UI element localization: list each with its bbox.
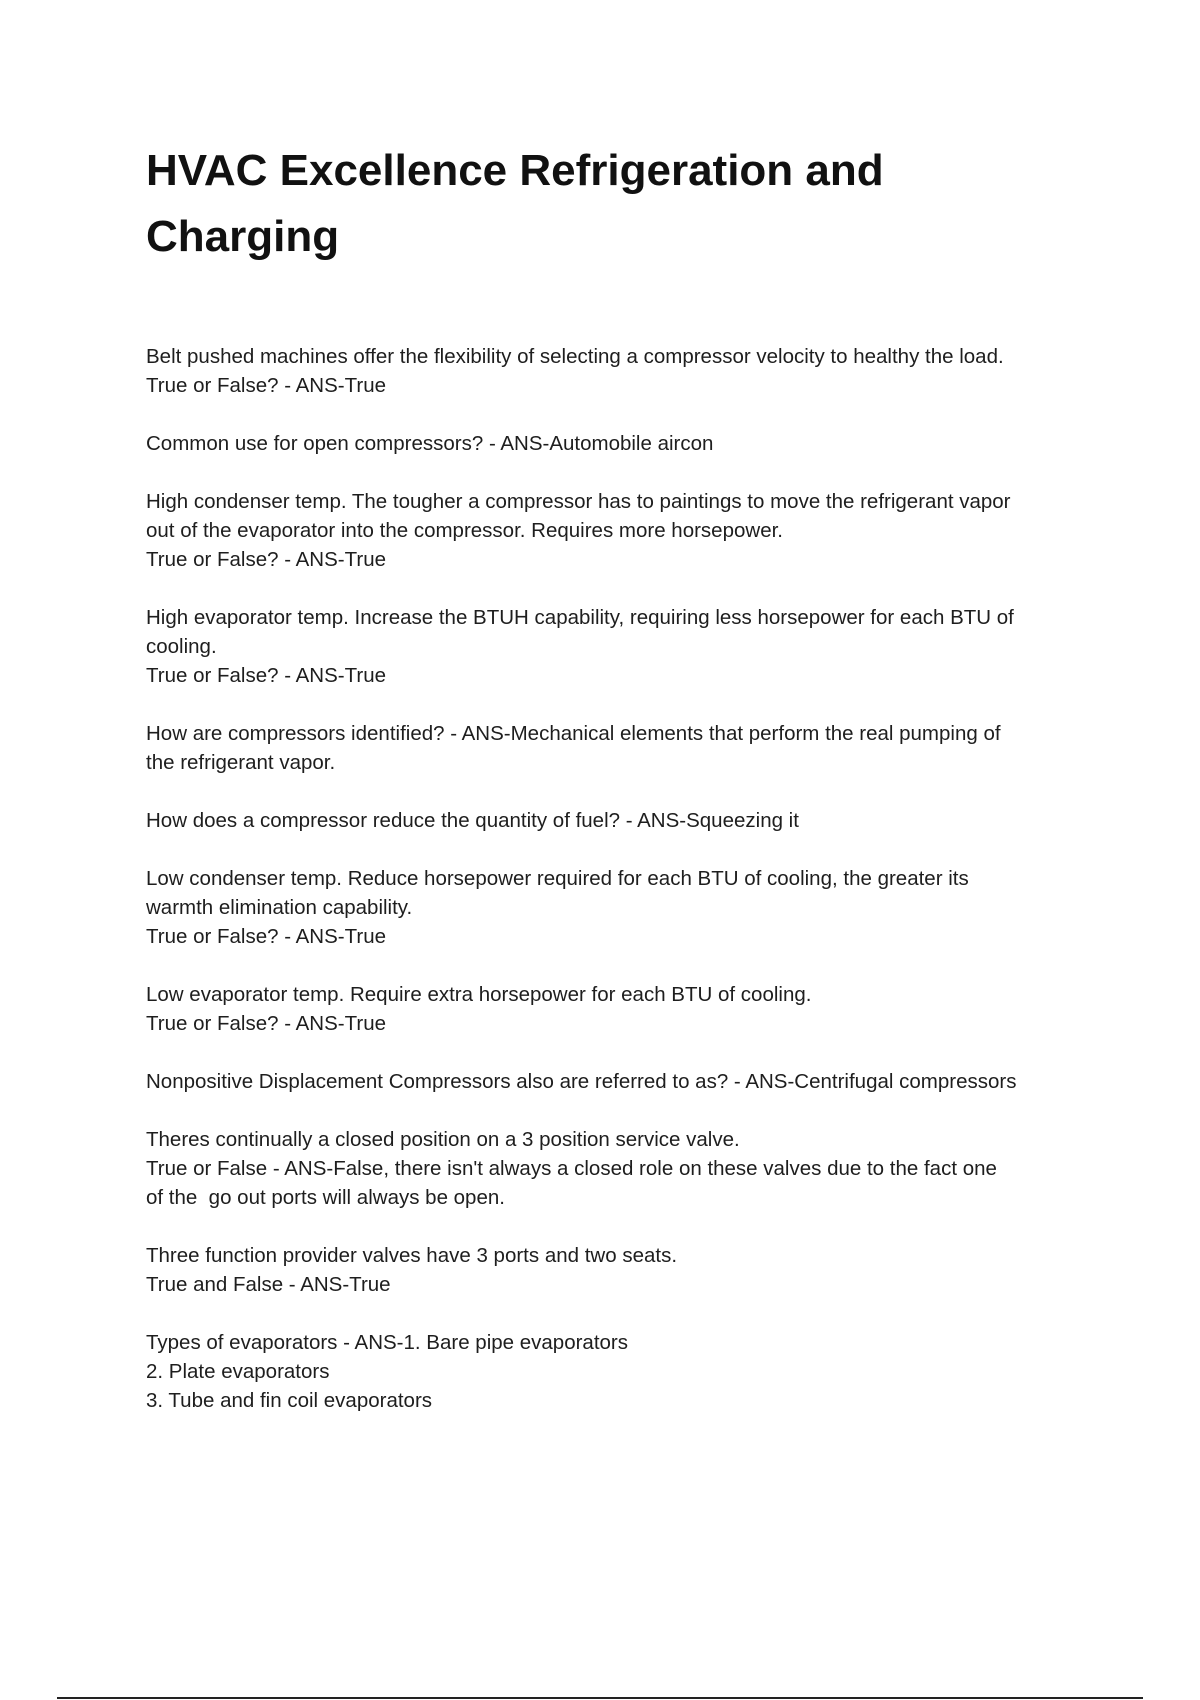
qa-line: 2. Plate evaporators	[146, 1360, 330, 1383]
qa-line: Theres continually a closed position on a 3 position service valve.	[146, 1128, 740, 1151]
qa-item	[146, 429, 1096, 458]
qa-line: How are compressors identified? - ANS-Mechanical elements that perform the real pumping of	[146, 722, 1001, 745]
qa-item	[146, 806, 1096, 835]
qa-item	[146, 1125, 1096, 1212]
qa-line: High condenser temp. The tougher a compressor has to paintings to move the refrigerant vapor	[146, 490, 1011, 513]
footer-divider	[57, 1697, 1143, 1699]
qa-item	[146, 342, 1096, 400]
qa-line: Common use for open compressors? - ANS-Automobile aircon	[146, 432, 714, 455]
qa-line: Three function provider valves have 3 ports and two seats.	[146, 1244, 678, 1267]
qa-line: High evaporator temp. Increase the BTUH capability, requiring less horsepower for each BTU of	[146, 606, 1014, 629]
qa-line: True or False? - ANS-True	[146, 1012, 386, 1035]
qa-line: How does a compressor reduce the quantity of fuel? - ANS-Squeezing it	[146, 809, 799, 832]
qa-line: cooling.	[146, 635, 217, 658]
document-title	[146, 138, 1046, 270]
qa-line: the refrigerant vapor.	[146, 751, 336, 774]
qa-item	[146, 1067, 1096, 1096]
qa-item	[146, 1328, 1096, 1415]
qa-line: Low condenser temp. Reduce horsepower required for each BTU of cooling, the greater its	[146, 867, 969, 890]
qa-list	[146, 342, 1096, 1444]
qa-line: Low evaporator temp. Require extra horsepower for each BTU of cooling.	[146, 983, 812, 1006]
qa-line: Belt pushed machines offer the flexibility of selecting a compressor velocity to healthy the load.	[146, 345, 1004, 368]
qa-line: True or False - ANS-False, there isn't always a closed role on these valves due to the fact one	[146, 1157, 997, 1180]
qa-item	[146, 864, 1096, 951]
title-line-1: HVAC Excellence Refrigeration and	[146, 146, 884, 195]
qa-line: 3. Tube and fin coil evaporators	[146, 1389, 433, 1412]
qa-line: warmth elimination capability.	[146, 896, 413, 919]
qa-line: Types of evaporators - ANS-1. Bare pipe evaporators	[146, 1331, 629, 1354]
qa-item	[146, 1241, 1096, 1299]
qa-item	[146, 487, 1096, 574]
qa-line: of the go out ports will always be open.	[146, 1186, 505, 1209]
qa-line: Nonpositive Displacement Compressors also are referred to as? - ANS-Centrifugal compressors	[146, 1070, 1017, 1093]
qa-line: True or False? - ANS-True	[146, 664, 386, 687]
qa-item	[146, 980, 1096, 1038]
qa-line: True or False? - ANS-True	[146, 548, 386, 571]
qa-item	[146, 719, 1096, 777]
qa-item	[146, 603, 1096, 690]
qa-line: True and False - ANS-True	[146, 1273, 391, 1296]
qa-line: True or False? - ANS-True	[146, 374, 386, 397]
qa-line: True or False? - ANS-True	[146, 925, 386, 948]
qa-line: out of the evaporator into the compressor. Requires more horsepower.	[146, 519, 783, 542]
title-line-2: Charging	[146, 212, 340, 261]
